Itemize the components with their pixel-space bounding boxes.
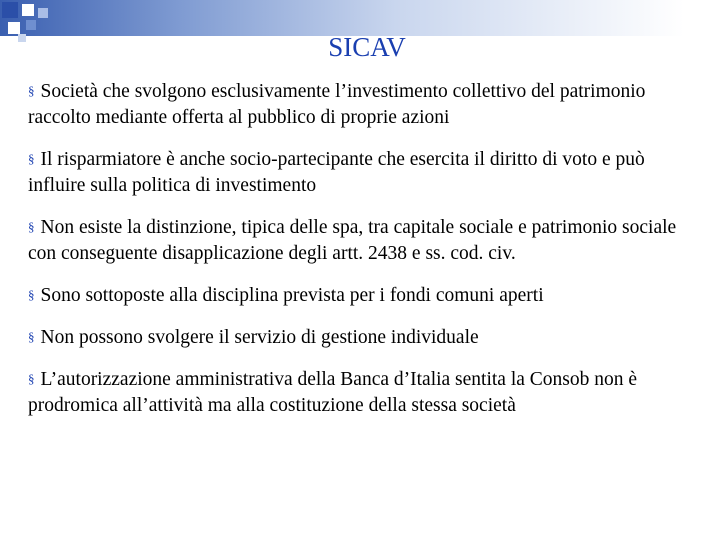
- bullet-item: [28, 282, 692, 309]
- bullet-item: [28, 78, 692, 131]
- bullet-text: Il risparmiatore è anche socio-partecipante che esercita il diritto di voto e può influire sulla politica di investimento: [28, 149, 645, 196]
- bullet-text: Non possono svolgere il servizio di gestione individuale: [40, 327, 479, 348]
- bullet-text: L’autorizzazione amministrativa della Banca d’Italia sentita la Consob non è prodromica all’attività ma alla costituzione della stessa società: [28, 369, 638, 416]
- bullet-text: Non esiste la distinzione, tipica delle spa, tra capitale sociale e patrimonio sociale con conseguente disapplicazione degli artt. 2438 e ss. cod. civ.: [28, 217, 677, 264]
- bullet-icon: §: [28, 151, 35, 166]
- bullet-icon: §: [28, 83, 35, 98]
- bullet-item: [28, 366, 692, 419]
- bullet-icon: §: [28, 371, 35, 386]
- bullet-icon: §: [28, 329, 35, 344]
- bullet-text: Società che svolgono esclusivamente l’investimento collettivo del patrimonio raccolto mediante offerta al pubblico di proprie azioni: [28, 81, 646, 128]
- bullet-item: [28, 324, 692, 351]
- bullet-item: [28, 146, 692, 199]
- bullet-icon: §: [28, 219, 35, 234]
- bullet-icon: §: [28, 287, 35, 302]
- bullet-list: [28, 78, 692, 434]
- slide-title: SICAV: [328, 32, 406, 62]
- bullet-text: Sono sottoposte alla disciplina prevista per i fondi comuni aperti: [40, 285, 544, 306]
- header-gradient-band: [0, 0, 720, 36]
- bullet-item: [28, 214, 692, 267]
